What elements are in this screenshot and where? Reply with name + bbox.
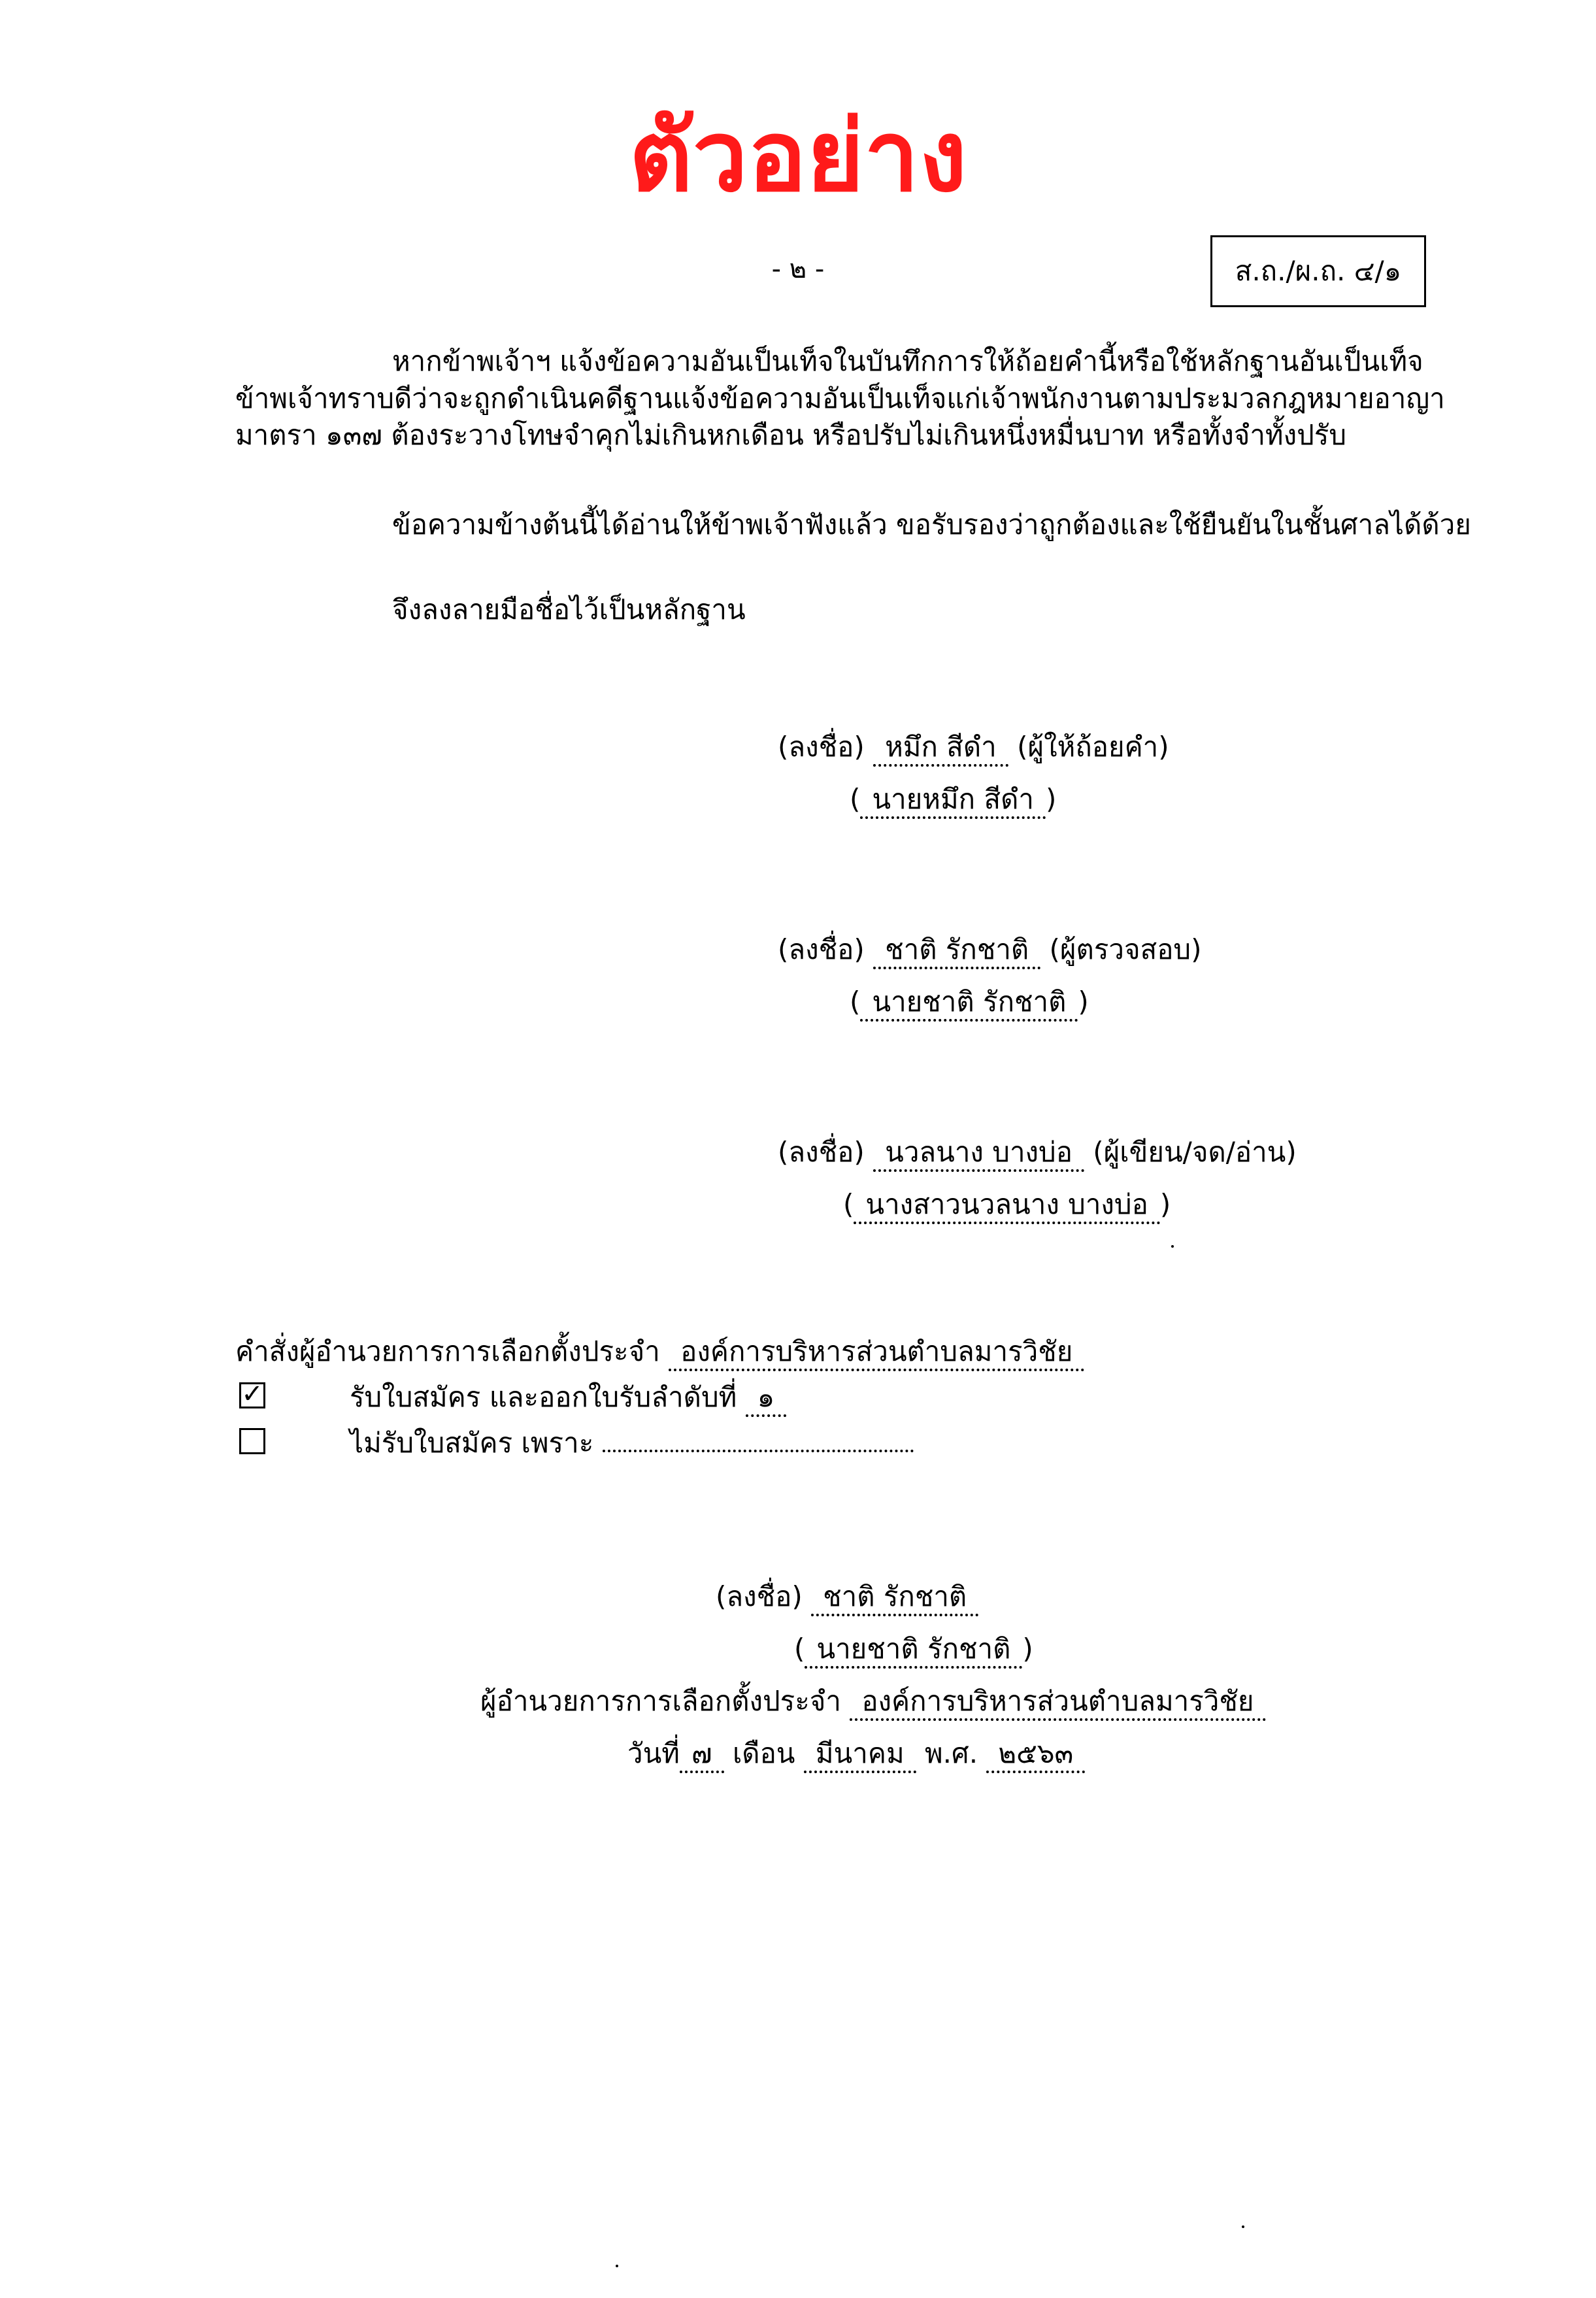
date-year: ๒๕๖๓ xyxy=(986,1737,1085,1773)
signature: ชาติ รักชาติ xyxy=(873,933,1040,969)
printed-name: นายหมึก สีดำ xyxy=(860,783,1046,819)
check-mark-icon: ✓ xyxy=(241,1379,263,1409)
form-code-box xyxy=(1210,235,1426,307)
accept-checkbox[interactable] xyxy=(239,1379,265,1409)
accept-option xyxy=(350,1379,786,1416)
warning-paragraph: หากข้าพเจ้าฯ แจ้งข้อความอันเป็นเท็จในบันทึกการให้ถ้อยคำนี้หรือใช้หลักฐานอันเป็นเท็จ ข้าพเจ้าทราบดีว่าจะถูกดำเนินคดีฐานแจ้งข้อความอันเป็นเท็จแก่เจ้าพนักงานตามประมวลกฎหมายอาญา มาตรา ๑๓๗ ต้องระวางโทษจำคุกไม่เกินหกเดือน หรือปรับไม่เกินหนึ่งหมื่นบาท หรือทั้งจำทั้งปรับ xyxy=(235,345,1445,452)
date-year-label: พ.ศ. xyxy=(925,1737,978,1769)
accept-label: รับใบสมัคร และออกใบรับลำดับที่ xyxy=(350,1381,737,1413)
signature-block-writer xyxy=(778,1134,1297,1171)
page-number: - ๒ - xyxy=(771,254,825,284)
director-printed-name: นายชาติ รักชาติ xyxy=(805,1633,1022,1669)
printed-name: นางสาวนวลนาง บางบ่อ xyxy=(854,1188,1159,1224)
form-code: ส.ถ./ผ.ถ. ๔/๑ xyxy=(1235,254,1402,287)
certify-paragraph: ข้อความข้างต้นนี้ได้อ่านให้ข้าพเจ้าฟังแล้ว ขอรับรองว่าถูกต้องและใช้ยืนยันในชั้นศาลได้ด้วย xyxy=(392,508,1471,541)
signature: นวลนาง บางบ่อ xyxy=(873,1136,1084,1172)
director-organization: องค์การบริหารส่วนตำบลมารวิชัย xyxy=(850,1685,1265,1721)
sign-label: (ลงชื่อ) xyxy=(778,731,865,763)
printed-name-statement-giver: ( นายหมึก สีดำ ) xyxy=(850,781,1056,818)
printed-name-inspector: ( นายชาติ รักชาติ ) xyxy=(850,984,1089,1021)
sign-label: (ลงชื่อ) xyxy=(716,1580,803,1612)
director-position: ผู้อำนวยการการเลือกตั้งประจำ xyxy=(480,1685,841,1717)
order-organization: องค์การบริหารส่วนตำบลมารวิชัย xyxy=(669,1335,1084,1371)
director-signature-block xyxy=(716,1578,978,1616)
director-printed-name-row: ( นายชาติ รักชาติ ) xyxy=(794,1631,1033,1668)
reject-option xyxy=(350,1425,914,1462)
order-heading xyxy=(235,1333,1084,1371)
sign-label: (ลงชื่อ) xyxy=(778,1136,865,1168)
printed-name: นายชาติ รักชาติ xyxy=(860,986,1078,1022)
date-day: ๗ xyxy=(680,1737,724,1773)
sign-label: (ลงชื่อ) xyxy=(778,933,865,965)
signer-role: (ผู้เขียน/จด/อ่าน) xyxy=(1093,1136,1297,1168)
signer-role: (ผู้ให้ถ้อยคำ) xyxy=(1017,731,1169,763)
sample-watermark: ตัวอย่าง xyxy=(629,100,967,214)
date-month: มีนาคม xyxy=(804,1737,916,1773)
director-signature: ชาติ รักชาติ xyxy=(811,1580,978,1616)
signature-block-inspector xyxy=(778,931,1201,969)
reject-label: ไม่รับใบสมัคร เพราะ xyxy=(350,1427,594,1459)
date-month-label: เดือน xyxy=(732,1737,795,1769)
printed-name-writer: ( นางสาวนวลนาง บางบ่อ ) xyxy=(843,1186,1171,1224)
director-position-row xyxy=(480,1683,1266,1720)
signature-block-statement-giver xyxy=(778,729,1169,766)
reject-reason xyxy=(603,1448,914,1452)
order-title: คำสั่งผู้อำนวยการการเลือกตั้งประจำ xyxy=(235,1335,660,1367)
scan-speck xyxy=(1171,1245,1174,1248)
sign-below-text: จึงลงลายมือชื่อไว้เป็นหลักฐาน xyxy=(392,593,746,625)
signature: หมึก สีดำ xyxy=(873,731,1008,767)
scan-speck xyxy=(1242,2225,1244,2228)
date-row xyxy=(627,1735,1085,1773)
receipt-number: ๑ xyxy=(746,1381,787,1417)
date-day-label: วันที่ xyxy=(627,1737,680,1769)
reject-checkbox[interactable] xyxy=(239,1428,265,1454)
scan-speck xyxy=(616,2265,618,2267)
signer-role: (ผู้ตรวจสอบ) xyxy=(1049,933,1202,965)
